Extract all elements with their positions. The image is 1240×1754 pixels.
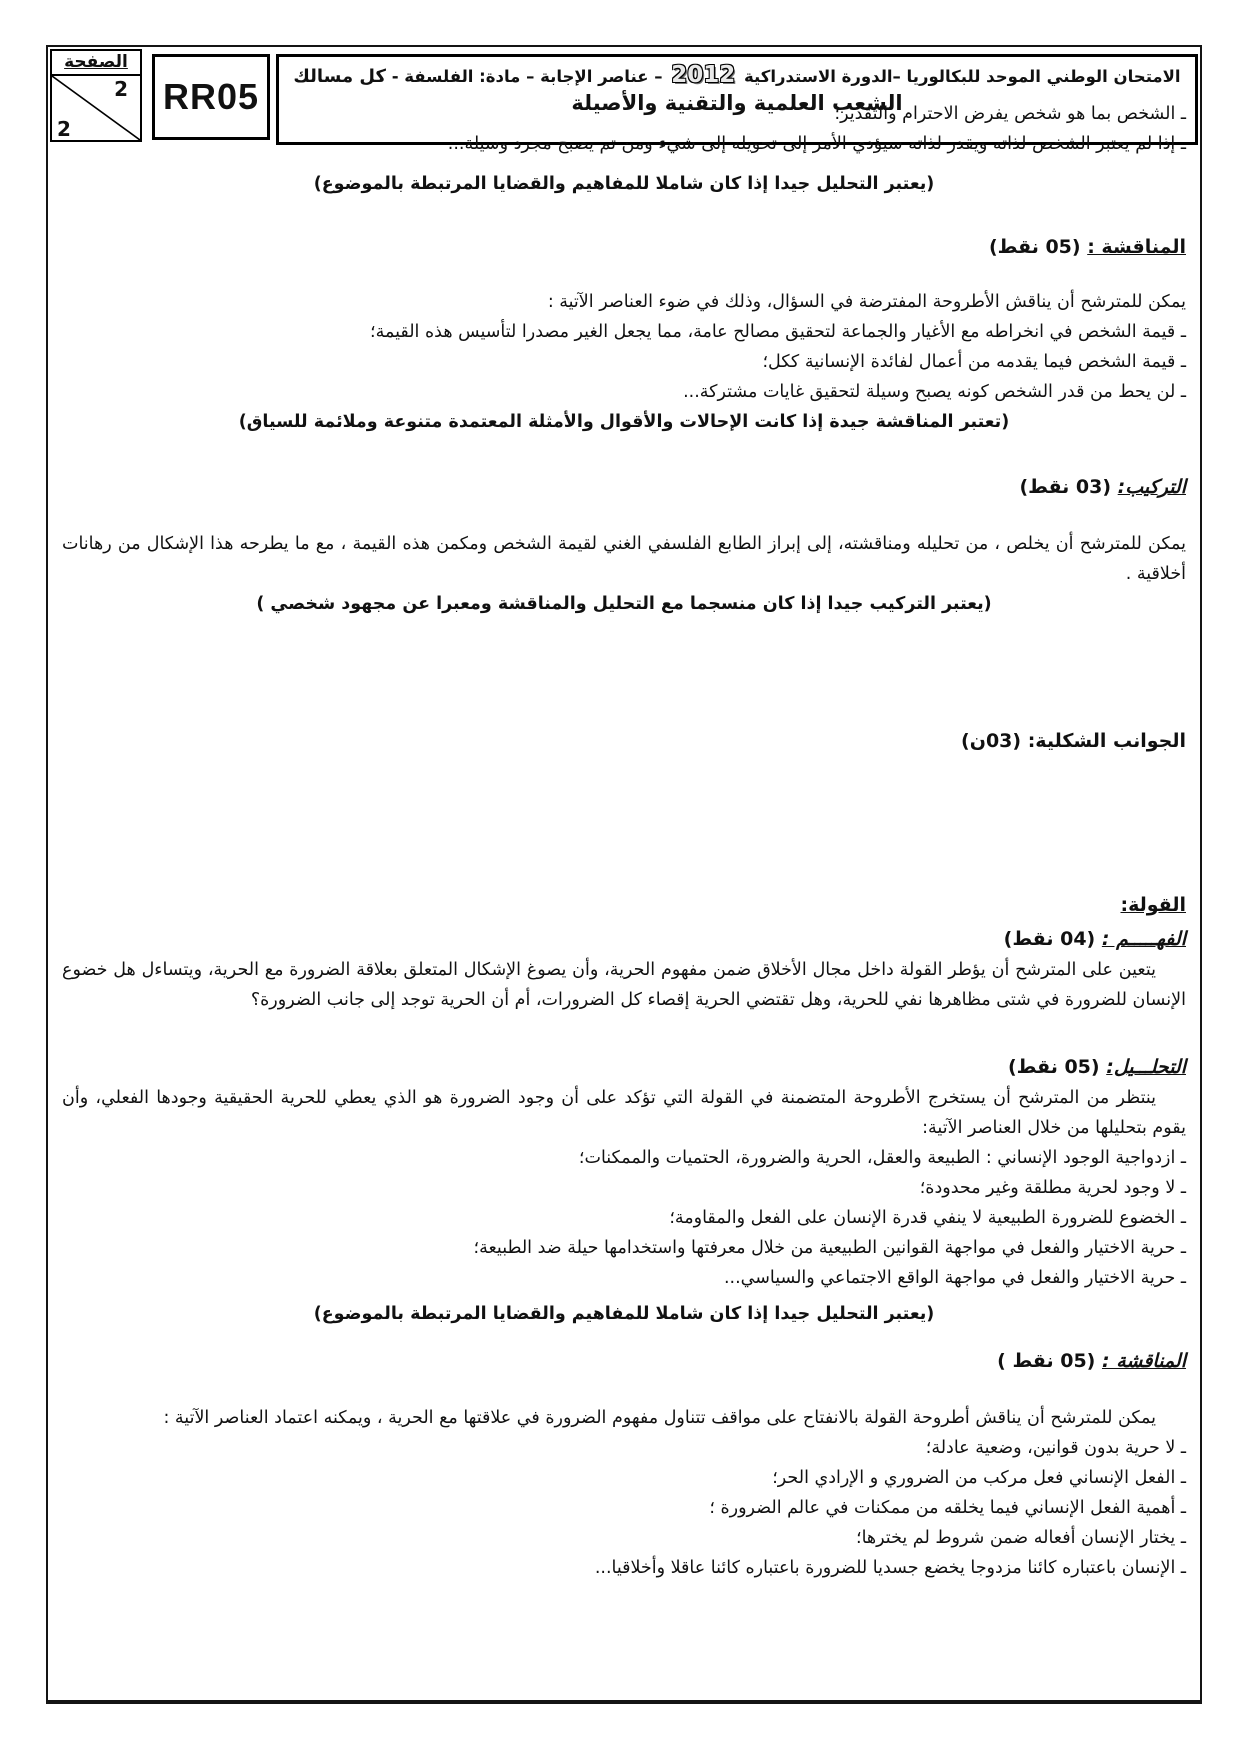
grading-note-synthesis: (يعتبر التركيب جيدا إذا كان منسجما مع التحليل والمناقشة ومعبرا عن مجهود شخصي )	[256, 594, 992, 614]
page-number-total: 2	[57, 117, 71, 141]
page-number-current: 2	[114, 77, 128, 101]
answer-point: ـ لا وجود لحرية مطلقة وغير محدودة؛	[919, 1178, 1186, 1198]
section-heading-discussion-2: المناقشة : (05 نقط )	[997, 1350, 1186, 1372]
exam-title-line2: الشعب العلمية والتقنية والأصيلة	[571, 91, 903, 115]
answer-point: ـ لا حرية بدون قوانين، وضعية عادلة؛	[925, 1438, 1186, 1458]
section-heading-comprehension: الفهـــــم : (04 نقط)	[1003, 928, 1186, 950]
page-label: الصفحة	[52, 51, 140, 76]
grading-note-analysis-essay: (يعتبر التحليل جيدا إذا كان شاملا للمفاهيم والقضايا المرتبطة بالموضوع)	[313, 174, 935, 194]
exam-year: 2012	[671, 62, 736, 88]
grading-note-discussion-1: (تعتبر المناقشة جيدة إذا كانت الإحالات والأقوال والأمثلة المعتمدة متنوعة وملائمة للسياق)	[238, 412, 1010, 432]
analysis-intro: ينتظر من المترشح أن يستخرج الأطروحة المتضمنة في القولة التي تؤكد على أن وجود الضرورة هو الذي يعطي للحرية الحقيقية وجودها الفعلي، وأن يقوم بتحليلها من خلال العناصر الآتية:	[62, 1088, 1186, 1138]
answer-point: ـ لن يحط من قدر الشخص كونه يصبح وسيلة لتحقيق غايات مشتركة...	[683, 382, 1186, 402]
section-heading-synthesis: التركيب: (03 نقط)	[1019, 476, 1186, 498]
section-heading-analysis: التحلـــيل: (05 نقط)	[1008, 1056, 1186, 1078]
answer-point: ـ قيمة الشخص في انخراطه مع الأغيار والجماعة لتحقيق مصالح عامة، مما يجعل الغير مصدرا لتأسيس هذه القيمة؛	[370, 322, 1186, 342]
answer-point: ـ الإنسان باعتباره كائنا مزدوجا يخضع جسديا للضرورة باعتباره كائنا عاقلا وأخلاقيا...	[594, 1558, 1186, 1578]
section-heading-discussion-1: المناقشة : (05 نقط)	[988, 236, 1186, 258]
answer-point: ـ الفعل الإنساني فعل مركب من الضروري و الإرادي الحر؛	[772, 1468, 1186, 1488]
page-frame	[46, 45, 1202, 1704]
grading-note-analysis: (يعتبر التحليل جيدا إذا كان شاملا للمفاهيم والقضايا المرتبطة بالموضوع)	[313, 1304, 935, 1324]
page-number-box	[50, 49, 142, 142]
exam-tracks: كل مسالك	[293, 66, 386, 87]
page-fraction	[52, 76, 140, 140]
answer-line: ـ إذا لم يعتبر الشخص لذاته ويقدر لذاته سيؤدي الأمر إلى تحويله إلى شيء ومن تم يصبح مجرد وسيلة...	[447, 134, 1186, 154]
answer-point: ـ ازدواجية الوجود الإنساني : الطبيعة والعقل، الحرية والضرورة، الحتميات والممكنات؛	[578, 1148, 1186, 1168]
section-heading-quote: القولة:	[1120, 894, 1186, 916]
answer-point: ـ أهمية الفعل الإنساني فيما يخلقه من ممكنات في عالم الضرورة ؛	[709, 1498, 1186, 1518]
answer-key-content	[62, 99, 1186, 1583]
synthesis-body: يمكن للمترشح أن يخلص ، من تحليله ومناقشته، إلى إبراز الطابع الفلسفي الغني لقيمة الشخص ومكمن هذه القيمة ، مع ما يطرحه هذا الإشكال من رهانات أخلاقية .	[62, 534, 1186, 584]
answer-line: ـ الشخص بما هو شخص يفرض الاحترام والتقدير؛	[834, 104, 1186, 124]
exam-title-pre: الامتحان الوطني الموحد للبكالوريا –الدورة الاستدراكية	[738, 67, 1181, 86]
discussion1-intro: يمكن للمترشح أن يناقش الأطروحة المفترضة في السؤال، وذلك في ضوء العناصر الآتية :	[547, 292, 1186, 312]
answer-point: ـ الخضوع للضرورة الطبيعية لا ينفي قدرة الإنسان على الفعل والمقاومة؛	[669, 1208, 1186, 1228]
section-heading-formal-aspects: الجوانب الشكلية: (03ن)	[961, 730, 1186, 752]
exam-title-post: – عناصر الإجابة – مادة: الفلسفة -	[385, 67, 669, 86]
comprehension-body: يتعين على المترشح أن يؤطر القولة داخل مجال الأخلاق ضمن مفهوم الحرية، وأن يصوغ الإشكال المتعلق بعلاقة الضرورة مع الحرية، ويتساءل هل خضوع الإنسان للضرورة في شتى مظاهرها نفي للحرية، وهل تقتضي الحرية إقصاء كل الضرورات، أم أن الحرية توجد إلى جانب الضرورة؟	[62, 960, 1186, 1010]
answer-point: ـ قيمة الشخص فيما يقدمه من أعمال لفائدة الإنسانية ككل؛	[762, 352, 1186, 372]
exam-code: RR05	[162, 76, 260, 117]
answer-point: ـ حرية الاختيار والفعل في مواجهة القوانين الطبيعية من خلال معرفتها واستخدامها حيلة ضد الطبيعة؛	[473, 1238, 1186, 1258]
exam-title-line1	[289, 62, 1185, 88]
answer-point: ـ حرية الاختيار والفعل في مواجهة الواقع الاجتماعي والسياسي...	[723, 1268, 1186, 1288]
discussion2-intro: يمكن للمترشح أن يناقش أطروحة القولة بالانفتاح على مواقف تتناول مفهوم الضرورة في علاقتها مع الحرية ، ويمكنه اعتماد العناصر الآتية :	[163, 1408, 1156, 1428]
answer-point: ـ يختار الإنسان أفعاله ضمن شروط لم يخترها؛	[856, 1528, 1186, 1548]
